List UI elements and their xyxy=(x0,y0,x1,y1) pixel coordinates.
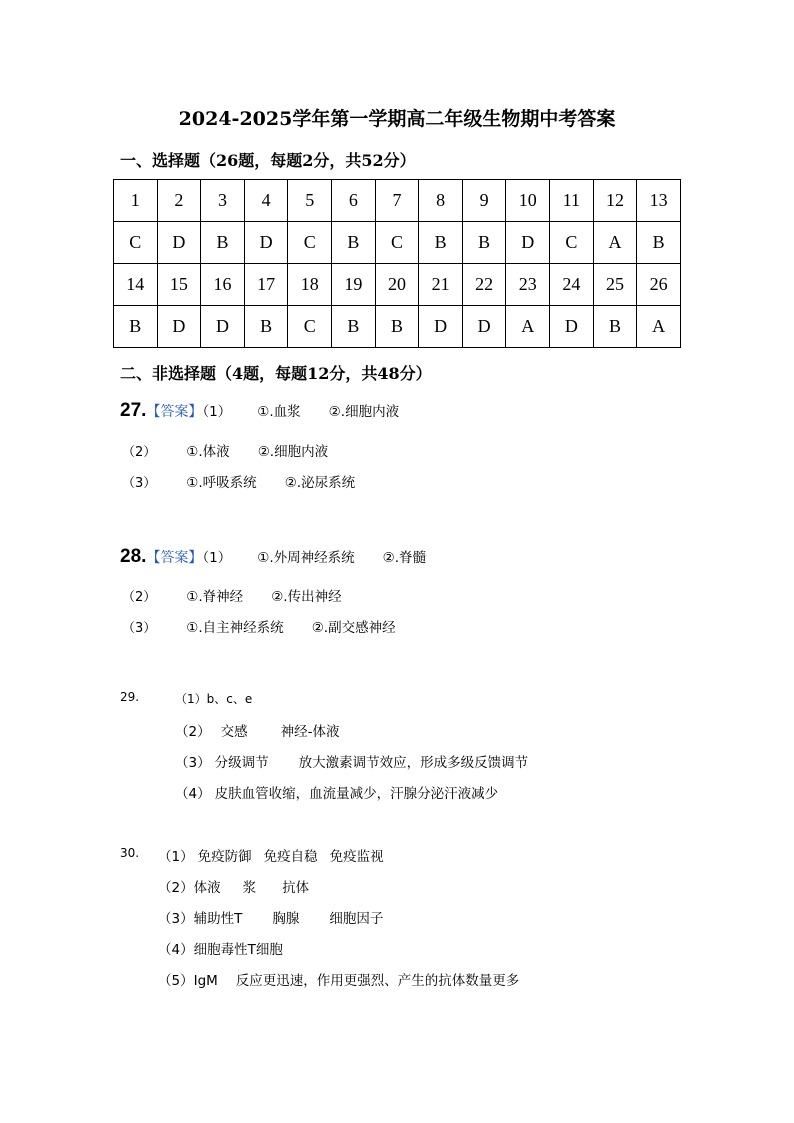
q27-line3-label: （3） xyxy=(122,476,157,491)
q29-line4-text: 皮肤血管收缩，血流量减少，汗腺分泌汗液减少 xyxy=(214,786,499,802)
q28-line3-a: ①.自主神经系统 xyxy=(186,620,284,636)
q29-line1 xyxy=(175,690,252,707)
answer-cell: A xyxy=(637,306,681,348)
answer-row xyxy=(114,306,681,348)
question-number-cell: 16 xyxy=(201,264,245,306)
q30-line5-label: （5） xyxy=(158,973,194,989)
q29-line4 xyxy=(175,782,498,802)
question-number-cell: 3 xyxy=(201,180,245,222)
question-number-cell: 23 xyxy=(506,264,550,306)
answer-cell: B xyxy=(419,222,463,264)
answer-cell: B xyxy=(114,306,158,348)
question-number-cell: 18 xyxy=(288,264,332,306)
q29-line1-text: b、c、e xyxy=(206,692,253,706)
question-number-cell: 4 xyxy=(244,180,288,222)
answer-cell: B xyxy=(332,222,376,264)
question-number-cell: 6 xyxy=(332,180,376,222)
question-number-cell: 9 xyxy=(462,180,506,222)
question-number-row xyxy=(114,264,681,306)
q30-line4-text: 细胞毒性T细胞 xyxy=(193,942,283,958)
answer-cell: D xyxy=(506,222,550,264)
question-number-cell: 19 xyxy=(332,264,376,306)
q30-line4 xyxy=(158,938,283,958)
q29-line2-text2: 神经-体液 xyxy=(280,724,340,740)
question-number-cell: 17 xyxy=(244,264,288,306)
question-number-cell: 7 xyxy=(375,180,419,222)
q27-line3-b: ②.泌尿系统 xyxy=(284,475,356,491)
q27-line2 xyxy=(122,440,328,460)
q29-line3-label: （3） xyxy=(175,755,211,771)
q27-line1-b: ②.细胞内液 xyxy=(328,404,400,420)
q30-line5-text: IgM xyxy=(193,973,218,989)
answer-cell: C xyxy=(114,222,158,264)
q30-line4-label: （4） xyxy=(158,942,194,958)
q29-line1-label: （1） xyxy=(175,692,207,706)
q30-line2-label: （2） xyxy=(158,880,194,896)
answer-cell: D xyxy=(201,306,245,348)
q27-line3-a: ①.呼吸系统 xyxy=(186,475,257,491)
q27-number: 27. xyxy=(120,400,147,421)
answer-cell: A xyxy=(506,306,550,348)
q30-line2-text3: 抗体 xyxy=(282,880,310,896)
q30-line1-label: （1） xyxy=(158,849,194,865)
answer-cell: C xyxy=(375,222,419,264)
q30-line2-text: 体液 xyxy=(193,880,221,896)
question-number-cell: 10 xyxy=(506,180,550,222)
answer-cell: B xyxy=(332,306,376,348)
answer-cell: C xyxy=(288,222,332,264)
q30-line3-text3: 细胞因子 xyxy=(329,911,384,927)
q30-line3-text: 辅助性T xyxy=(193,911,243,927)
q30-line2-text2: 浆 xyxy=(242,880,257,896)
q27-line2-b: ②.细胞内液 xyxy=(257,444,329,460)
question-number-cell: 22 xyxy=(462,264,506,306)
page-title: 2024-2025学年第一学期高二年级生物期中考答案 xyxy=(178,108,616,130)
q29-line3 xyxy=(175,751,528,771)
answer-cell: B xyxy=(201,222,245,264)
q29-line2 xyxy=(175,720,339,740)
answer-tag: 【答案】 xyxy=(146,404,203,420)
q30-line5 xyxy=(158,969,519,989)
question-number-cell: 20 xyxy=(375,264,419,306)
question-number-cell: 15 xyxy=(157,264,201,306)
q28-line2-label: （2） xyxy=(122,590,157,605)
q27-line2-a: ①.体液 xyxy=(186,444,230,460)
q28-line3 xyxy=(122,616,396,636)
q28-line1-a: ①.外周神经系统 xyxy=(257,550,355,566)
q28-line2-a: ①.脊神经 xyxy=(186,589,244,605)
question-number-cell: 26 xyxy=(637,264,681,306)
q30-line1 xyxy=(158,845,384,865)
q27-line1-label: （1） xyxy=(202,404,232,420)
q29-number: 29. xyxy=(120,690,140,704)
q28-line3-label: （3） xyxy=(122,621,157,636)
q27-header xyxy=(120,400,399,422)
answer-cell: D xyxy=(157,222,201,264)
q30-line5-text2: 反应更迅速，作用更强烈、产生的抗体数量更多 xyxy=(235,973,520,989)
question-number-cell: 21 xyxy=(419,264,463,306)
q30-number: 30. xyxy=(120,846,140,860)
q30-line1-text3: 免疫监视 xyxy=(329,849,384,865)
q27-line3 xyxy=(122,471,355,491)
q28-line1-b: ②.脊髓 xyxy=(382,550,427,566)
question-number-cell: 11 xyxy=(550,180,594,222)
answer-cell: D xyxy=(157,306,201,348)
answer-table xyxy=(113,179,681,348)
q30-line3-text2: 胸腺 xyxy=(272,911,300,927)
question-number-cell: 14 xyxy=(114,264,158,306)
q30-line1-text2: 免疫自稳 xyxy=(263,849,318,865)
q28-number: 28. xyxy=(120,546,147,567)
question-number-cell: 24 xyxy=(550,264,594,306)
section-nonchoice-heading: 二、非选择题（4题，每题12分，共48分） xyxy=(120,364,432,383)
answer-cell: B xyxy=(593,306,637,348)
question-number-cell: 25 xyxy=(593,264,637,306)
section-choice-heading: 一、选择题（26题，每题2分，共52分） xyxy=(120,151,416,170)
q29-line2-text: 交感 xyxy=(220,724,248,740)
answer-cell: C xyxy=(288,306,332,348)
q28-line3-b: ②.副交感神经 xyxy=(311,620,396,636)
q29-line4-label: （4） xyxy=(175,786,211,802)
q29-line3-text: 分级调节 xyxy=(214,755,269,771)
q29-line3-text2: 放大激素调节效应，形成多级反馈调节 xyxy=(298,755,529,771)
answer-cell: C xyxy=(550,222,594,264)
q28-header xyxy=(120,546,426,568)
answer-cell: A xyxy=(593,222,637,264)
question-number-cell: 12 xyxy=(593,180,637,222)
question-number-row xyxy=(114,180,681,222)
q30-line2 xyxy=(158,876,309,896)
answer-row xyxy=(114,222,681,264)
answer-cell: B xyxy=(375,306,419,348)
answer-cell: D xyxy=(550,306,594,348)
q28-line2-b: ②.传出神经 xyxy=(271,589,342,605)
answer-cell: B xyxy=(462,222,506,264)
q30-line1-text: 免疫防御 xyxy=(197,849,252,865)
answer-cell: B xyxy=(244,306,288,348)
q28-line2 xyxy=(122,585,342,605)
question-number-cell: 5 xyxy=(288,180,332,222)
answer-cell: D xyxy=(419,306,463,348)
answer-tag: 【答案】 xyxy=(146,550,203,566)
question-number-cell: 2 xyxy=(157,180,201,222)
question-number-cell: 8 xyxy=(419,180,463,222)
q30-line3-label: （3） xyxy=(158,911,194,927)
q30-line3 xyxy=(158,907,383,927)
q29-line2-label: （2） xyxy=(175,724,211,740)
answer-cell: D xyxy=(462,306,506,348)
answer-cell: D xyxy=(244,222,288,264)
q28-line1-label: （1） xyxy=(202,550,232,566)
question-number-cell: 1 xyxy=(114,180,158,222)
q27-line2-label: （2） xyxy=(122,445,157,460)
question-number-cell: 13 xyxy=(637,180,681,222)
q27-line1-a: ①.血浆 xyxy=(257,404,301,420)
answer-cell: B xyxy=(637,222,681,264)
